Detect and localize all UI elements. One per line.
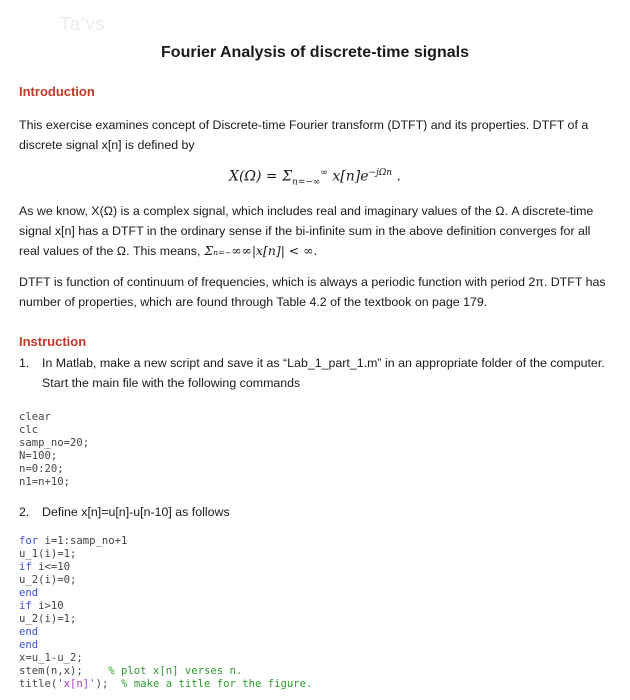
formula-body: x[n]e [327,168,369,185]
keyword-if: if [19,600,32,612]
introduction-heading: Introduction [19,84,95,99]
code-line: n=0:20; [19,463,64,475]
intro-paragraph-3: DTFT is function of continuum of frequencies, which is always a periodic function with period 2π. DTFT has number of properties, which are found through Table 4.2 of the textbook on page 179. [19,275,606,309]
code-string: 'x[n]' [57,678,96,690]
code-line: x=u_1-u_2; [19,652,83,664]
code-line: clear [19,411,51,423]
intro-paragraph-2 [19,201,614,261]
code-text: i<=10 [31,561,71,573]
code-text: i>10 [31,600,64,612]
code-line [19,561,312,574]
intro-paragraph-1: This exercise examines concept of Discrete-time Fourier transform (DTFT) and its properties. DTFT of a discrete signal x[n] is defined by [19,118,589,152]
keyword-if: if [19,561,32,573]
step-2-text: Define x[n]=u[n]-u[n-10] as follows [42,505,230,519]
formula-end: . [392,168,401,185]
formula-sub: n=−∞ [292,177,321,188]
code-line [19,665,312,678]
code-line: clc [19,424,39,436]
keyword-end: end [19,587,39,599]
code-comment: % plot x[n] verses n. [108,665,243,677]
code-block-1 [19,411,89,489]
dtft-formula [0,168,630,187]
formula-sum: Σ [282,168,293,185]
step-2 [19,502,614,522]
code-text: ); [95,678,109,690]
formula-sup: ∞ [320,168,328,178]
keyword-for: for [19,535,39,547]
watermark: Ta'vs [60,14,106,34]
code-line: u_1(i)=1; [19,548,77,560]
code-line [19,535,312,548]
formula-exp: −jΩn [368,168,393,178]
code-line: N=100; [19,450,58,462]
code-line [19,678,312,691]
code-line: n1=n+10; [19,476,71,488]
code-line: samp_no=20; [19,437,90,449]
convergence-inequality: Σₙ₌₋∞∞|x[n]| < ∞. [200,243,318,258]
code-line: u_2(i)=1; [19,613,77,625]
code-text: title( [19,678,58,690]
keyword-end: end [19,626,39,638]
keyword-end: end [19,639,39,651]
step-1-text: In Matlab, make a new script and save it as “Lab_1_part_1.m” in an appropriate folder of the computer. Start the main file with the following commands [42,356,605,390]
formula-lhs: X(Ω) = [228,168,283,185]
code-text: stem(n,x); [19,665,83,677]
step-2-number: 2. [19,505,30,519]
code-line [19,600,312,613]
code-block-2 [19,535,312,691]
page-title: Fourier Analysis of discrete-time signals [161,44,469,61]
step-1-number: 1. [19,356,30,370]
instruction-heading: Instruction [19,334,87,349]
code-line: u_2(i)=0; [19,574,77,586]
step-1 [19,353,614,393]
code-text: i=1:samp_no+1 [38,535,128,547]
code-comment: % make a title for the figure. [121,678,313,690]
intro-paragraph-2-text: As we know, X(Ω) is a complex signal, which includes real and imaginary values of the Ω. A discrete-time signal x[n] has a DTFT in the ordinary sense if the bi-infinite sum in the above definition converges for all real values of the Ω. This means, [19,204,594,258]
